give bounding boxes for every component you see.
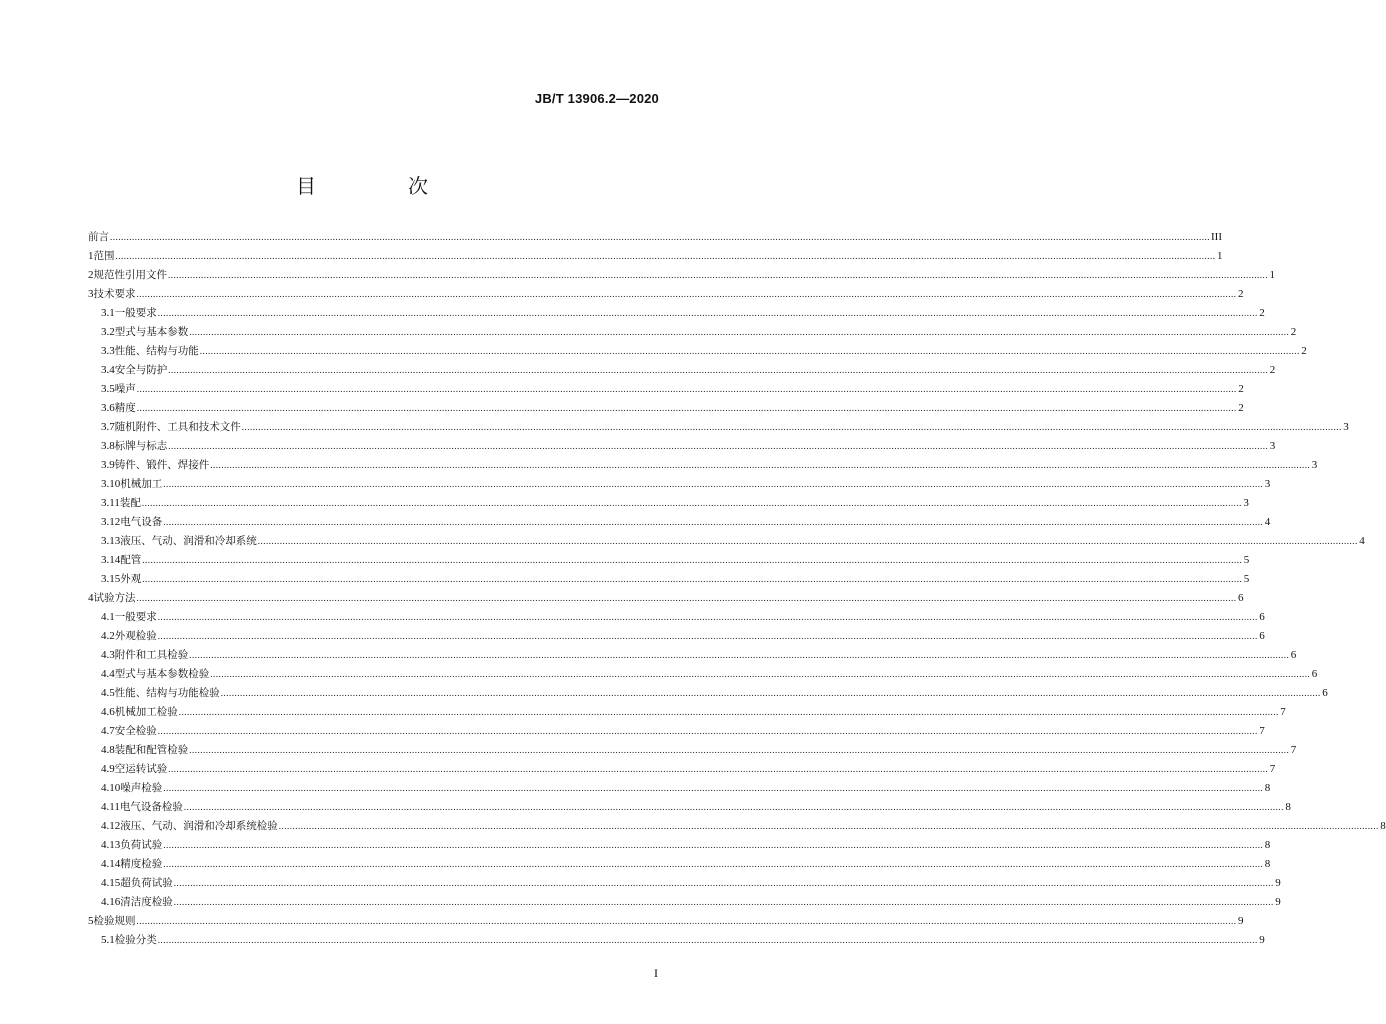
toc-dot-leader: ................................................................................................................................................................................................................................................................................................................................................................................................................: [136, 384, 1237, 394]
toc-entry[interactable]: [88, 912, 1244, 931]
toc-dot-leader: ................................................................................................................................................................................................................................................................................................................................................................................................................: [163, 517, 1264, 527]
toc-dot-leader: ................................................................................................................................................................................................................................................................................................................................................................................................................: [168, 441, 1269, 451]
toc-dot-leader: ................................................................................................................................................................................................................................................................................................................................................................................................................: [210, 460, 1311, 470]
toc-entry[interactable]: [88, 494, 1249, 513]
toc-dot-leader: ................................................................................................................................................................................................................................................................................................................................................................................................................: [168, 270, 1268, 280]
toc-entry-page: 8: [1264, 782, 1271, 794]
toc-dot-leader: ................................................................................................................................................................................................................................................................................................................................................................................................................: [257, 536, 1358, 546]
toc-entry-page: 4: [1359, 535, 1365, 547]
toc-entry[interactable]: [88, 798, 1291, 817]
toc-dot-leader: ................................................................................................................................................................................................................................................................................................................................................................................................................: [210, 669, 1311, 679]
toc-entry-label: 范围: [93, 250, 115, 262]
toc-entry-label: 精度检验: [120, 858, 163, 870]
toc-entry-page: 9: [1275, 877, 1281, 889]
toc-entry-page: 3: [1243, 497, 1249, 509]
toc-dot-leader: ................................................................................................................................................................................................................................................................................................................................................................................................................: [173, 897, 1274, 907]
toc-entry[interactable]: [88, 380, 1244, 399]
toc-entry-number: 3.8: [101, 440, 115, 452]
toc-entry-number: 4.13: [101, 839, 121, 851]
toc-entry-label: 机械加工: [120, 478, 163, 490]
toc-entry-number: 4.2: [101, 630, 115, 642]
toc-entry-number: 4.12: [101, 820, 121, 832]
toc-entry[interactable]: [88, 456, 1318, 475]
toc-entry-label: 检验规则: [93, 915, 136, 927]
toc-entry-page: 9: [1238, 915, 1244, 927]
toc-entry-page: 3: [1311, 459, 1318, 471]
toc-entry-label: 外观: [120, 573, 142, 585]
toc-entry-page: 1: [1269, 269, 1275, 281]
toc-entry-number: 4.16: [101, 896, 121, 908]
toc-entry-label: 噪声检验: [120, 782, 163, 794]
toc-entry-number: 5: [88, 915, 94, 927]
toc-entry-page: 7: [1269, 763, 1276, 775]
toc-entry-label: 安全检验: [114, 725, 157, 737]
toc-entry-page: 2: [1238, 402, 1244, 414]
toc-entry-page: 8: [1285, 801, 1291, 813]
toc-entry[interactable]: [88, 931, 1265, 950]
toc-entry-label: 技术要求: [93, 288, 136, 300]
toc-entry-page: 6: [1290, 649, 1297, 661]
toc-entry-page: 4: [1264, 516, 1271, 528]
toc-entry-number: 3.5: [101, 383, 115, 395]
toc-entry-number: 4.3: [101, 649, 115, 661]
toc-entry-label: 电气设备: [120, 516, 163, 528]
toc-entry[interactable]: [88, 228, 1222, 247]
toc-entry-number: 5.1: [101, 934, 115, 946]
toc-entry[interactable]: [88, 722, 1265, 741]
toc-entry-page: 7: [1290, 744, 1297, 756]
toc-entry-label: 性能、结构与功能检验: [114, 687, 220, 699]
toc-entry-label: 空运转试验: [114, 763, 168, 775]
toc-entry-label: 检验分类: [114, 934, 157, 946]
table-of-contents: [88, 228, 1386, 950]
toc-entry-number: 3.13: [101, 535, 121, 547]
toc-entry-number: 3.12: [101, 516, 121, 528]
toc-entry-page: 3: [1343, 421, 1349, 433]
toc-entry-label: 超负荷试验: [120, 877, 173, 889]
toc-entry-number: 4.1: [101, 611, 115, 623]
toc-entry[interactable]: [88, 285, 1244, 304]
toc-dot-leader: ................................................................................................................................................................................................................................................................................................................................................................................................................: [278, 821, 1379, 831]
toc-entry-page: 2: [1259, 307, 1265, 319]
toc-entry-number: 3.14: [101, 554, 121, 566]
toc-entry-number: 4.7: [101, 725, 115, 737]
toc-entry-number: 4.8: [101, 744, 115, 756]
toc-entry-label: 精度: [114, 402, 136, 414]
toc-entry[interactable]: [88, 513, 1271, 532]
toc-entry-page: 3: [1269, 440, 1276, 452]
toc-entry-page: 5: [1243, 554, 1250, 566]
toc-entry-page: 2: [1290, 326, 1297, 338]
toc-entry-number: 3.10: [101, 478, 121, 490]
toc-entry-number: 4.14: [101, 858, 121, 870]
toc-dot-leader: ................................................................................................................................................................................................................................................................................................................................................................................................................: [157, 612, 1258, 622]
toc-entry-number: 1: [88, 250, 94, 262]
toc-entry[interactable]: [88, 399, 1244, 418]
toc-entry[interactable]: [88, 703, 1286, 722]
toc-dot-leader: ................................................................................................................................................................................................................................................................................................................................................................................................................: [141, 498, 1242, 508]
toc-entry-label: 一般要求: [114, 611, 157, 623]
toc-entry-number: 3.4: [101, 364, 115, 376]
toc-entry-label: 外观检验: [114, 630, 157, 642]
toc-entry-label: 型式与基本参数检验: [114, 668, 210, 680]
toc-entry-page: 5: [1243, 573, 1250, 585]
toc-entry[interactable]: [88, 266, 1275, 285]
toc-dot-leader: ................................................................................................................................................................................................................................................................................................................................................................................................................: [142, 555, 1243, 565]
toc-entry-number: 3.2: [101, 326, 115, 338]
toc-entry-label: 试验方法: [93, 592, 136, 604]
toc-entry[interactable]: [88, 874, 1281, 893]
toc-entry-label: 前言: [88, 231, 109, 243]
toc-dot-leader: ................................................................................................................................................................................................................................................................................................................................................................................................................: [157, 935, 1258, 945]
toc-dot-leader: ................................................................................................................................................................................................................................................................................................................................................................................................................: [178, 707, 1279, 717]
toc-entry-page: 9: [1275, 896, 1281, 908]
toc-entry-number: 3.11: [101, 497, 120, 509]
toc-entry-label: 液压、气动、润滑和冷却系统检验: [120, 820, 278, 832]
toc-entry-page: 2: [1301, 345, 1307, 357]
toc-entry[interactable]: [88, 342, 1307, 361]
toc-entry-label: 标牌与标志: [114, 440, 168, 452]
toc-entry[interactable]: [88, 855, 1271, 874]
toc-entry-number: 4.9: [101, 763, 115, 775]
toc-dot-leader: ................................................................................................................................................................................................................................................................................................................................................................................................................: [157, 308, 1258, 318]
toc-entry-label: 一般要求: [114, 307, 157, 319]
toc-dot-leader: ................................................................................................................................................................................................................................................................................................................................................................................................................: [189, 327, 1290, 337]
toc-entry[interactable]: [88, 836, 1271, 855]
toc-entry-label: 附件和工具检验: [114, 649, 189, 661]
toc-dot-leader: ................................................................................................................................................................................................................................................................................................................................................................................................................: [163, 840, 1264, 850]
toc-entry-number: 4.15: [101, 877, 121, 889]
toc-entry-label: 配管: [120, 554, 142, 566]
toc-dot-leader: ................................................................................................................................................................................................................................................................................................................................................................................................................: [163, 479, 1264, 489]
toc-entry-label: 机械加工检验: [114, 706, 178, 718]
toc-entry-label: 负荷试验: [120, 839, 163, 851]
toc-entry-number: 3.9: [101, 459, 115, 471]
toc-entry[interactable]: [88, 570, 1250, 589]
toc-entry-page: 3: [1264, 478, 1271, 490]
toc-entry-number: 3: [88, 288, 94, 300]
toc-entry-page: 2: [1269, 364, 1276, 376]
toc-entry[interactable]: [88, 665, 1318, 684]
toc-entry-label: 电气设备检验: [119, 801, 183, 813]
toc-dot-leader: ................................................................................................................................................................................................................................................................................................................................................................................................................: [220, 688, 1321, 698]
toc-entry[interactable]: [88, 361, 1276, 380]
toc-entry-page: 6: [1259, 630, 1265, 642]
toc-dot-leader: ................................................................................................................................................................................................................................................................................................................................................................................................................: [110, 232, 1210, 242]
toc-entry-number: 3.3: [101, 345, 115, 357]
toc-dot-leader: ................................................................................................................................................................................................................................................................................................................................................................................................................: [199, 346, 1300, 356]
toc-dot-leader: ................................................................................................................................................................................................................................................................................................................................................................................................................: [136, 916, 1237, 926]
toc-entry-page: 6: [1259, 611, 1265, 623]
toc-dot-leader: ................................................................................................................................................................................................................................................................................................................................................................................................................: [136, 289, 1237, 299]
toc-entry-label: 液压、气动、润滑和冷却系统: [120, 535, 257, 547]
toc-entry-label: 型式与基本参数: [114, 326, 189, 338]
toc-entry[interactable]: [88, 247, 1223, 266]
toc-entry-label: 性能、结构与功能: [114, 345, 199, 357]
toc-entry-label: 安全与防护: [114, 364, 168, 376]
toc-entry-page: 6: [1311, 668, 1318, 680]
toc-dot-leader: ................................................................................................................................................................................................................................................................................................................................................................................................................: [183, 802, 1284, 812]
toc-dot-leader: ................................................................................................................................................................................................................................................................................................................................................................................................................: [189, 650, 1290, 660]
toc-entry-number: 3.1: [101, 307, 115, 319]
toc-entry[interactable]: [88, 893, 1281, 912]
page-number: I: [654, 966, 658, 980]
page-title: 目 次: [296, 174, 464, 198]
toc-dot-leader: ................................................................................................................................................................................................................................................................................................................................................................................................................: [157, 726, 1258, 736]
toc-dot-leader: ................................................................................................................................................................................................................................................................................................................................................................................................................: [189, 745, 1290, 755]
toc-dot-leader: ................................................................................................................................................................................................................................................................................................................................................................................................................: [136, 593, 1237, 603]
toc-entry-page: 6: [1322, 687, 1328, 699]
toc-entry-page: 9: [1259, 934, 1265, 946]
toc-dot-leader: ................................................................................................................................................................................................................................................................................................................................................................................................................: [163, 783, 1264, 793]
toc-dot-leader: ................................................................................................................................................................................................................................................................................................................................................................................................................: [142, 574, 1243, 584]
toc-entry-page: 7: [1259, 725, 1265, 737]
toc-entry-page: 8: [1264, 858, 1271, 870]
toc-entry-page: 6: [1238, 592, 1244, 604]
toc-entry-label: 清洁度检验: [120, 896, 173, 908]
toc-entry-number: 4: [88, 592, 94, 604]
toc-entry[interactable]: [88, 627, 1265, 646]
toc-entry-page: 8: [1264, 839, 1271, 851]
toc-dot-leader: ................................................................................................................................................................................................................................................................................................................................................................................................................: [157, 631, 1258, 641]
toc-entry-number: 4.10: [101, 782, 121, 794]
toc-dot-leader: ................................................................................................................................................................................................................................................................................................................................................................................................................: [136, 403, 1237, 413]
toc-dot-leader: ................................................................................................................................................................................................................................................................................................................................................................................................................: [241, 422, 1342, 432]
toc-entry[interactable]: [88, 418, 1349, 437]
toc-dot-leader: ................................................................................................................................................................................................................................................................................................................................................................................................................: [168, 764, 1269, 774]
toc-entry[interactable]: [88, 817, 1386, 836]
toc-entry[interactable]: [88, 760, 1276, 779]
toc-entry[interactable]: [88, 475, 1271, 494]
toc-entry-number: 4.4: [101, 668, 115, 680]
toc-entry[interactable]: [88, 551, 1250, 570]
toc-entry-page: 2: [1238, 383, 1244, 395]
toc-entry-label: 噪声: [114, 383, 136, 395]
toc-dot-leader: ................................................................................................................................................................................................................................................................................................................................................................................................................: [173, 878, 1274, 888]
toc-entry-page: 7: [1280, 706, 1286, 718]
toc-entry-page: III: [1211, 231, 1222, 243]
standard-code: JB/T 13906.2—2020: [534, 91, 659, 106]
toc-entry[interactable]: [88, 646, 1297, 665]
toc-entry-label: 铸件、锻件、焊接件: [114, 459, 210, 471]
toc-entry-number: 3.7: [101, 421, 115, 433]
toc-entry[interactable]: [88, 684, 1328, 703]
toc-entry[interactable]: [88, 304, 1265, 323]
toc-dot-leader: ................................................................................................................................................................................................................................................................................................................................................................................................................: [115, 251, 1216, 261]
toc-entry-number: 2: [88, 269, 94, 281]
toc-entry[interactable]: [88, 589, 1244, 608]
toc-entry-number: 4.5: [101, 687, 115, 699]
toc-entry-page: 2: [1238, 288, 1244, 300]
toc-entry-label: 随机附件、工具和技术文件: [114, 421, 241, 433]
toc-entry[interactable]: [88, 323, 1297, 342]
toc-dot-leader: ................................................................................................................................................................................................................................................................................................................................................................................................................: [168, 365, 1269, 375]
toc-entry-number: 3.15: [101, 573, 121, 585]
toc-entry[interactable]: [88, 779, 1271, 798]
toc-entry-label: 规范性引用文件: [93, 269, 167, 281]
toc-entry-page: 8: [1380, 820, 1386, 832]
toc-entry[interactable]: [88, 608, 1265, 627]
toc-entry-label: 装配: [119, 497, 141, 509]
toc-entry-number: 4.11: [101, 801, 120, 813]
toc-entry-label: 装配和配管检验: [114, 744, 189, 756]
toc-entry-number: 3.6: [101, 402, 115, 414]
toc-entry[interactable]: [88, 741, 1297, 760]
toc-entry-number: 4.6: [101, 706, 115, 718]
toc-dot-leader: ................................................................................................................................................................................................................................................................................................................................................................................................................: [163, 859, 1264, 869]
toc-entry-page: 1: [1217, 250, 1223, 262]
toc-entry[interactable]: [88, 532, 1365, 551]
toc-entry[interactable]: [88, 437, 1276, 456]
